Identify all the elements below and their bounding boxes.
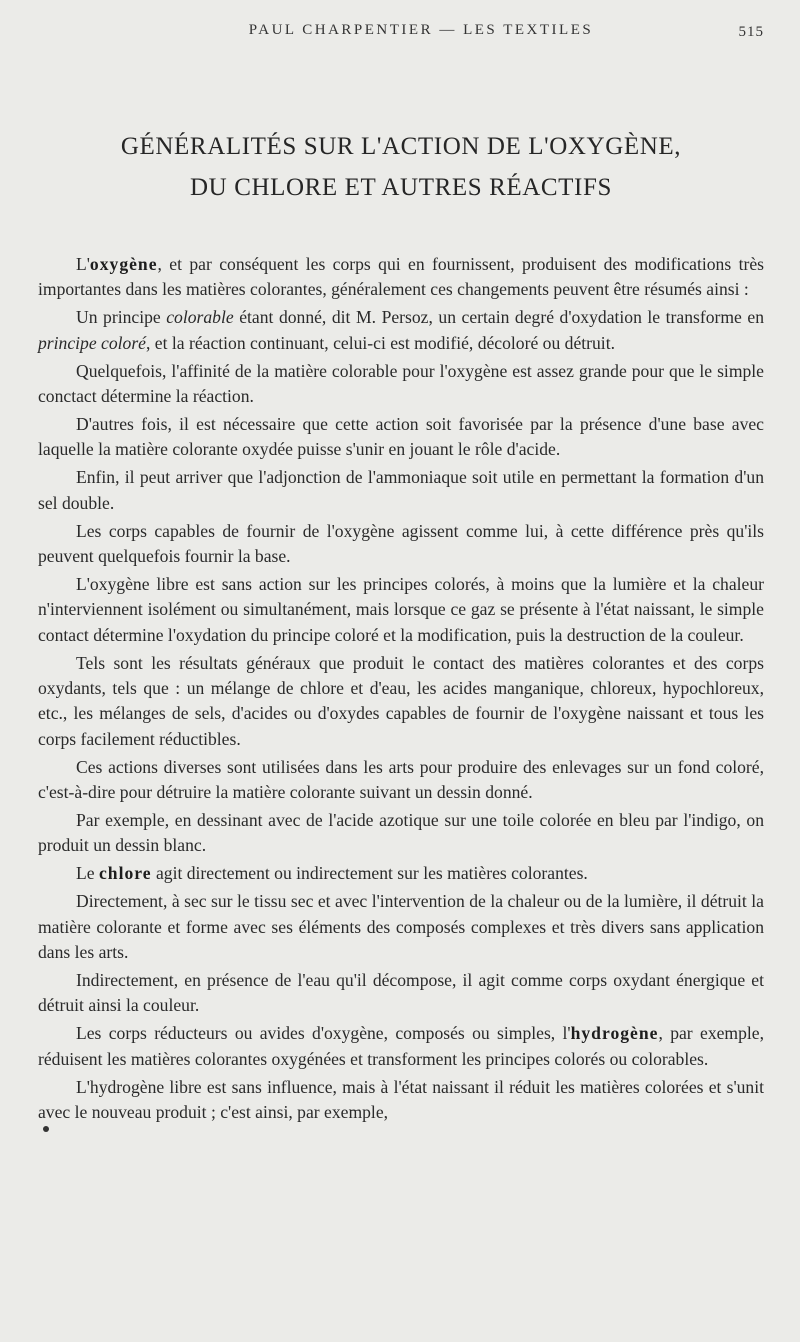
text-segment: , et la réaction continuant, celui-ci est modifié, décoloré ou détruit. xyxy=(145,332,615,353)
text-segment: Les corps capables de fournir de l'oxygène agissent comme lui, à cette différence près qu'ils peuvent quelquefois fournir la base. xyxy=(38,520,764,566)
paragraph xyxy=(38,889,764,965)
section-title-line-1: GÉNÉRALITÉS SUR L'ACTION DE L'OXYGÈNE, xyxy=(120,133,682,160)
page-number: 515 xyxy=(738,24,764,40)
text-segment: Par exemple, en dessinant avec de l'acide azotique sur une toile colorée en bleu par l'indigo, on produit un dessin blanc. xyxy=(38,810,764,856)
text-segment: Les corps réducteurs ou avides d'oxygène, composés ou simples, l' xyxy=(76,1023,571,1044)
bold-term: chlore xyxy=(98,863,152,884)
paragraph xyxy=(38,305,764,356)
text-segment: Un principe xyxy=(76,307,167,328)
text-segment: D'autres fois, il est nécessaire que cette action soit favorisée par la présence d'une base avec laquelle la matière colorante oxydée puisse s'unir en jouant le rôle d'acide. xyxy=(38,413,764,460)
paragraph xyxy=(38,1075,764,1126)
section-title-line-2: DU CHLORE ET AUTRES RÉACTIFS xyxy=(190,174,612,201)
paragraph xyxy=(38,572,764,648)
text-segment: Tels sont les résultats généraux que produit le contact des matières colorantes et des corps oxydants, tels que : un mélange de chlore et d'eau, les acides manganique, chloreux, hypochloreux, etc., les mélanges de sels, d'acides ou d'oxydes capables de fournir de l'oxygène naissant et tous les corps facilement réductibles. xyxy=(38,652,764,749)
text-segment: L'oxygène libre est sans action sur les principes colorés, à moins que la lumière et la chaleur n'interviennent isolément ou simultanément, mais lorsque ce gaz se présente à l'état naissant, le simple contact détermine l'oxydation du principe coloré et la modification, puis la destruction de la couleur. xyxy=(38,573,764,645)
section-title xyxy=(38,126,764,208)
text-segment: Indirectement, en présence de l'eau qu'il décompose, il agit comme corps oxydant énergique et détruit ainsi la couleur. xyxy=(38,969,764,1016)
paragraph xyxy=(38,861,764,886)
text-segment: Quelquefois, l'affinité de la matière colorable pour l'oxygène est assez grande pour que le simple conctact détermine la réaction. xyxy=(38,360,764,407)
margin-dot-mark xyxy=(43,1126,49,1132)
paragraph xyxy=(38,808,764,859)
text-segment: , par exemple, réduisent les matières colorantes oxygénées et transforment les principes colorés ou colorables. xyxy=(38,1023,764,1069)
paragraph xyxy=(38,968,764,1019)
paragraph xyxy=(38,252,764,303)
italic-term: principe coloré xyxy=(38,332,146,353)
text-segment: Directement, à sec sur le tissu sec et avec l'intervention de la chaleur ou de la lumière, il détruit la matière colorante et forme avec ses éléments des composés complexes et très divers sans application dans les arts. xyxy=(38,891,764,963)
text-segment: agit directement ou indirectement sur les matières colorantes. xyxy=(151,863,588,884)
italic-term: colorable xyxy=(166,307,234,328)
text-segment: Ces actions diverses sont utilisées dans les arts pour produire des enlevages sur un fond coloré, c'est-à-dire pour détruire la matière colorante suivant un dessin donné. xyxy=(38,756,764,803)
paragraph xyxy=(38,412,764,463)
paragraph xyxy=(38,359,764,410)
running-header xyxy=(38,22,764,50)
text-segment: Enfin, il peut arriver que l'adjonction de l'ammoniaque soit utile en permettant la formation d'un sel double. xyxy=(38,467,764,513)
paragraph xyxy=(38,1021,764,1072)
paragraph xyxy=(38,755,764,806)
bold-term: hydrogène xyxy=(570,1023,659,1044)
paragraph xyxy=(38,519,764,570)
body-text xyxy=(38,252,764,1125)
text-segment: L' xyxy=(76,254,90,274)
text-segment: L'hydrogène libre est sans influence, mais à l'état naissant il réduit les matières colorées et s'unit avec le nouveau produit ; c'est ainsi, par exemple, xyxy=(38,1076,764,1122)
paragraph xyxy=(38,651,764,753)
text-segment: étant donné, dit M. Persoz, un certain degré d'oxydation le transforme en xyxy=(233,307,764,328)
text-segment: , et par conséquent les corps qui en fournissent, produisent des modifications très importantes dans les matières colorantes, généralement ces changements peuvent être résumés ainsi : xyxy=(38,254,764,300)
bold-term: oxygène xyxy=(89,254,158,274)
text-segment: Le xyxy=(76,863,99,884)
running-title: PAUL CHARPENTIER — LES TEXTILES xyxy=(248,22,594,38)
paragraph xyxy=(38,465,764,516)
